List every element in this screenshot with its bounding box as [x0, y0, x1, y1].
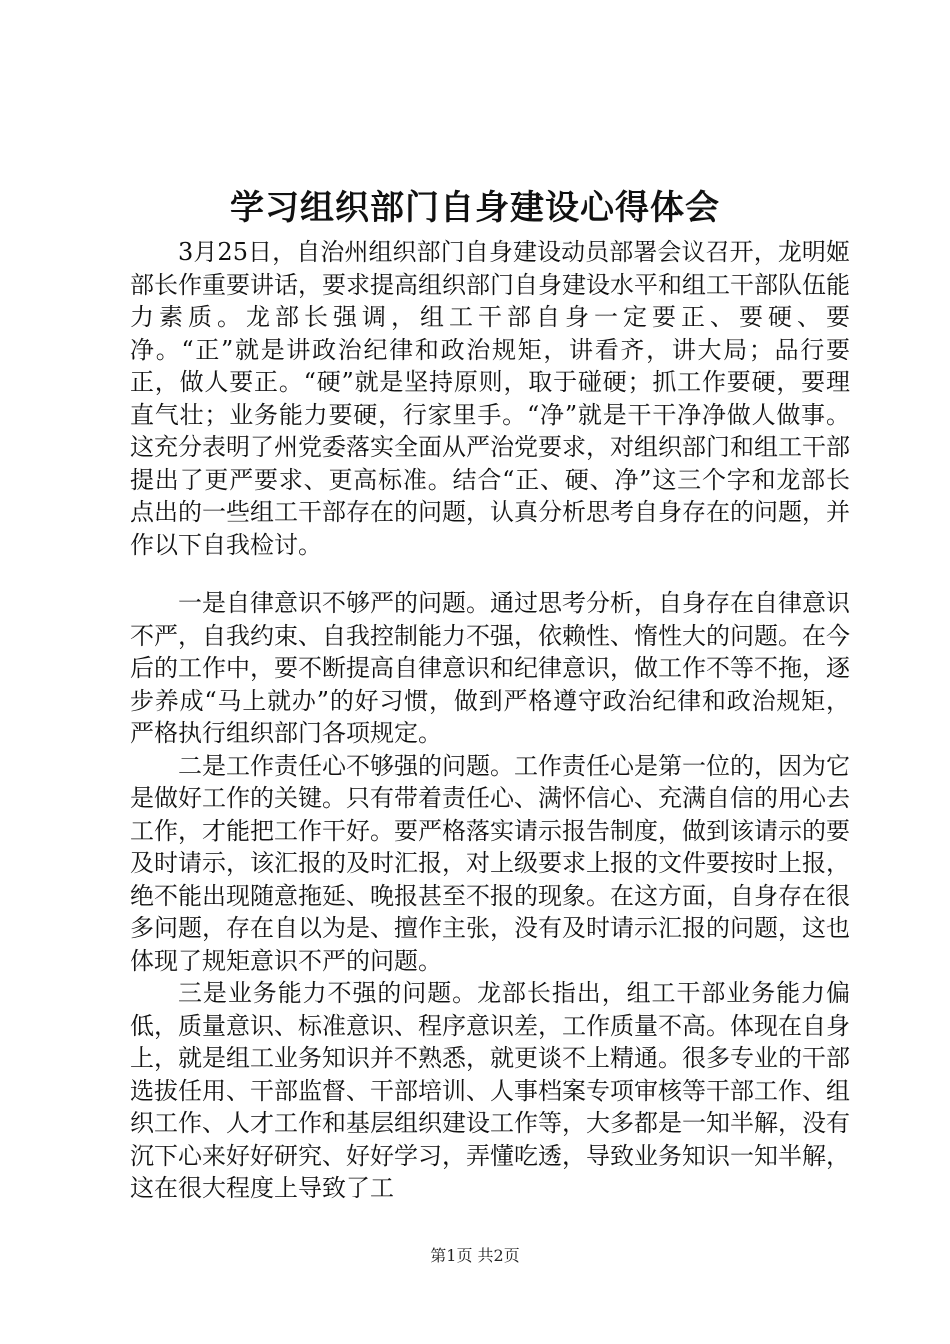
paragraph-self-discipline: 一是自律意识不够严的问题。通过思考分析，自身存在自律意识不严，自我约束、自我控制能力不强，依赖性、惰性大的问题。在今后的工作中，要不断提高自律意识和纪律意识，做工作不等不拖，逐步养成“马上就办”的好习惯，做到严格遵守政治纪律和政治规矩，严格执行组织部门各项规定。	[130, 589, 850, 747]
paragraph-responsibility: 二是工作责任心不够强的问题。工作责任心是第一位的，因为它是做好工作的关键。只有带着责任心、满怀信心、充满自信的用心去工作，才能把工作干好。要严格落实请示报告制度，做到该请示的要及时请示，该汇报的及时汇报，对上级要求上报的文件要按时上报，绝不能出现随意拖延、晚报甚至不报的现象。在这方面，自身存在很多问题，存在自以为是、擅作主张，没有及时请示汇报的问题，这也体现了规矩意识不严的问题。	[130, 751, 850, 975]
document-title: 学习组织部门自身建设心得体会	[230, 188, 720, 228]
paragraph-business-ability: 三是业务能力不强的问题。龙部长指出，组工干部业务能力偏低，质量意识、标准意识、程序意识差，工作质量不高。体现在自身上，就是组工业务知识并不熟悉，就更谈不上精通。很多专业的干部选拔任用、干部监督、干部培训、人事档案专项审核等干部工作、组织工作、人才工作和基层组织建设工作等，大多都是一知半解，没有沉下心来好好研究、好好学习，弄懂吃透，导致业务知识一知半解，这在很大程度上导致了工	[130, 979, 850, 1202]
paragraph-intro: 3月25日，自治州组织部门自身建设动员部署会议召开，龙明姬部长作重要讲话，要求提高组织部门自身建设水平和组工干部队伍能力素质。龙部长强调，组工干部自身一定要正、要硬、要净。“正”就是讲政治纪律和政治规矩，讲看齐，讲大局；品行要正，做人要正。“硬”就是坚持原则，取于碰硬；抓工作要硬，要理直气壮；业务能力要硬，行家里手。“净”就是干干净净做人做事。这充分表明了州党委落实全面从严治党要求，对组织部门和组工干部提出了更严要求、更高标准。结合“正、硬、净”这三个字和龙部长点出的一些组工干部存在的问题，认真分析思考自身存在的问题，并作以下自我检讨。	[130, 238, 850, 559]
document-body	[130, 236, 850, 1205]
page-footer: 第1页 共2页	[430, 1246, 520, 1265]
